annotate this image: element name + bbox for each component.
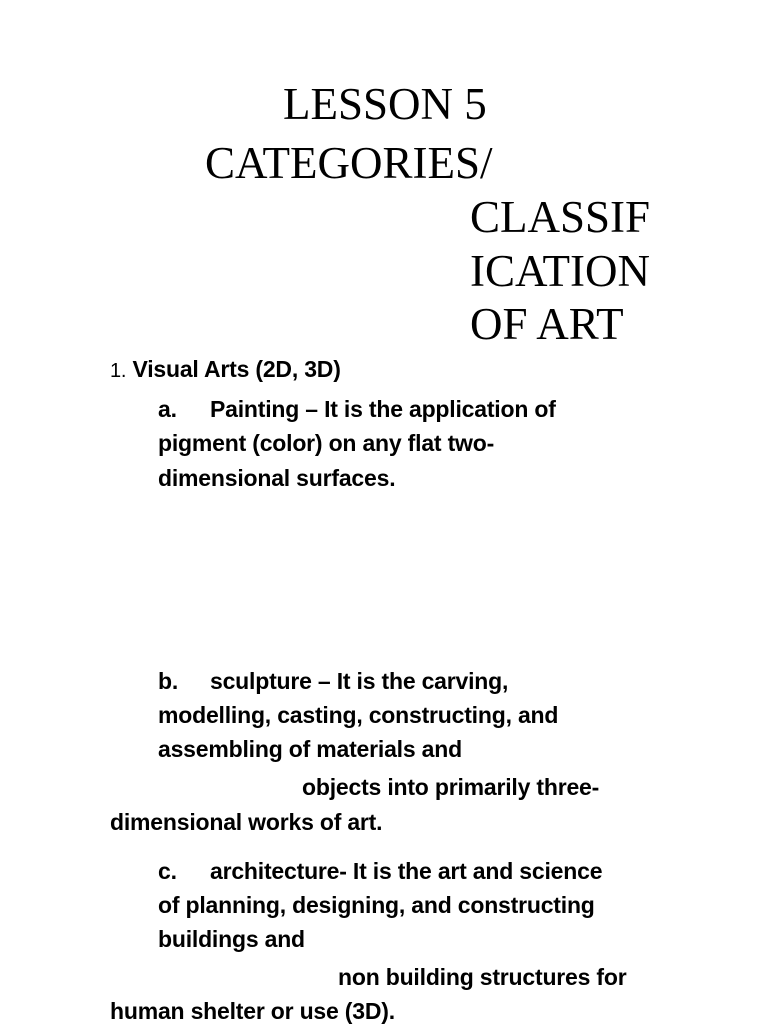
title-line-5: OF ART	[470, 299, 624, 349]
section-number: 1.	[110, 360, 127, 382]
item-c-line-5: human shelter or use (3D).	[110, 998, 395, 1024]
item-b-text-1: sculpture – It is the carving,	[210, 668, 509, 694]
section-heading	[110, 352, 341, 388]
item-b-line-5: dimensional works of art.	[110, 809, 383, 835]
item-a-text-1: Painting – It is the application of	[210, 396, 556, 422]
item-c-line-3: buildings and	[158, 926, 305, 952]
item-c-line-1	[158, 854, 602, 888]
item-a-line-1	[158, 392, 556, 426]
title-line-1: LESSON 5	[283, 79, 487, 129]
item-a-line-3: dimensional surfaces.	[158, 465, 396, 491]
item-b-line-2: modelling, casting, constructing, and	[158, 702, 559, 728]
item-b-line-3: assembling of materials and	[158, 736, 462, 762]
item-c-line-4: non building structures for	[338, 964, 627, 990]
title-line-4: ICATION	[470, 246, 650, 296]
item-c-line-2: of planning, designing, and constructing	[158, 892, 595, 918]
item-b-line-1	[158, 664, 508, 698]
title-line-2: CATEGORIES/	[205, 138, 493, 188]
item-c-text-1: architecture- It is the art and science	[210, 858, 603, 884]
item-b-marker: b.	[158, 668, 179, 694]
title-line-3: CLASSIF	[470, 192, 651, 242]
section-heading-text: Visual Arts (2D, 3D)	[132, 356, 341, 382]
item-b-line-4: objects into primarily three-	[302, 774, 600, 800]
item-a-marker: a.	[158, 396, 177, 422]
item-c-marker: c.	[158, 858, 177, 884]
item-a-line-2: pigment (color) on any flat two-	[158, 430, 495, 456]
